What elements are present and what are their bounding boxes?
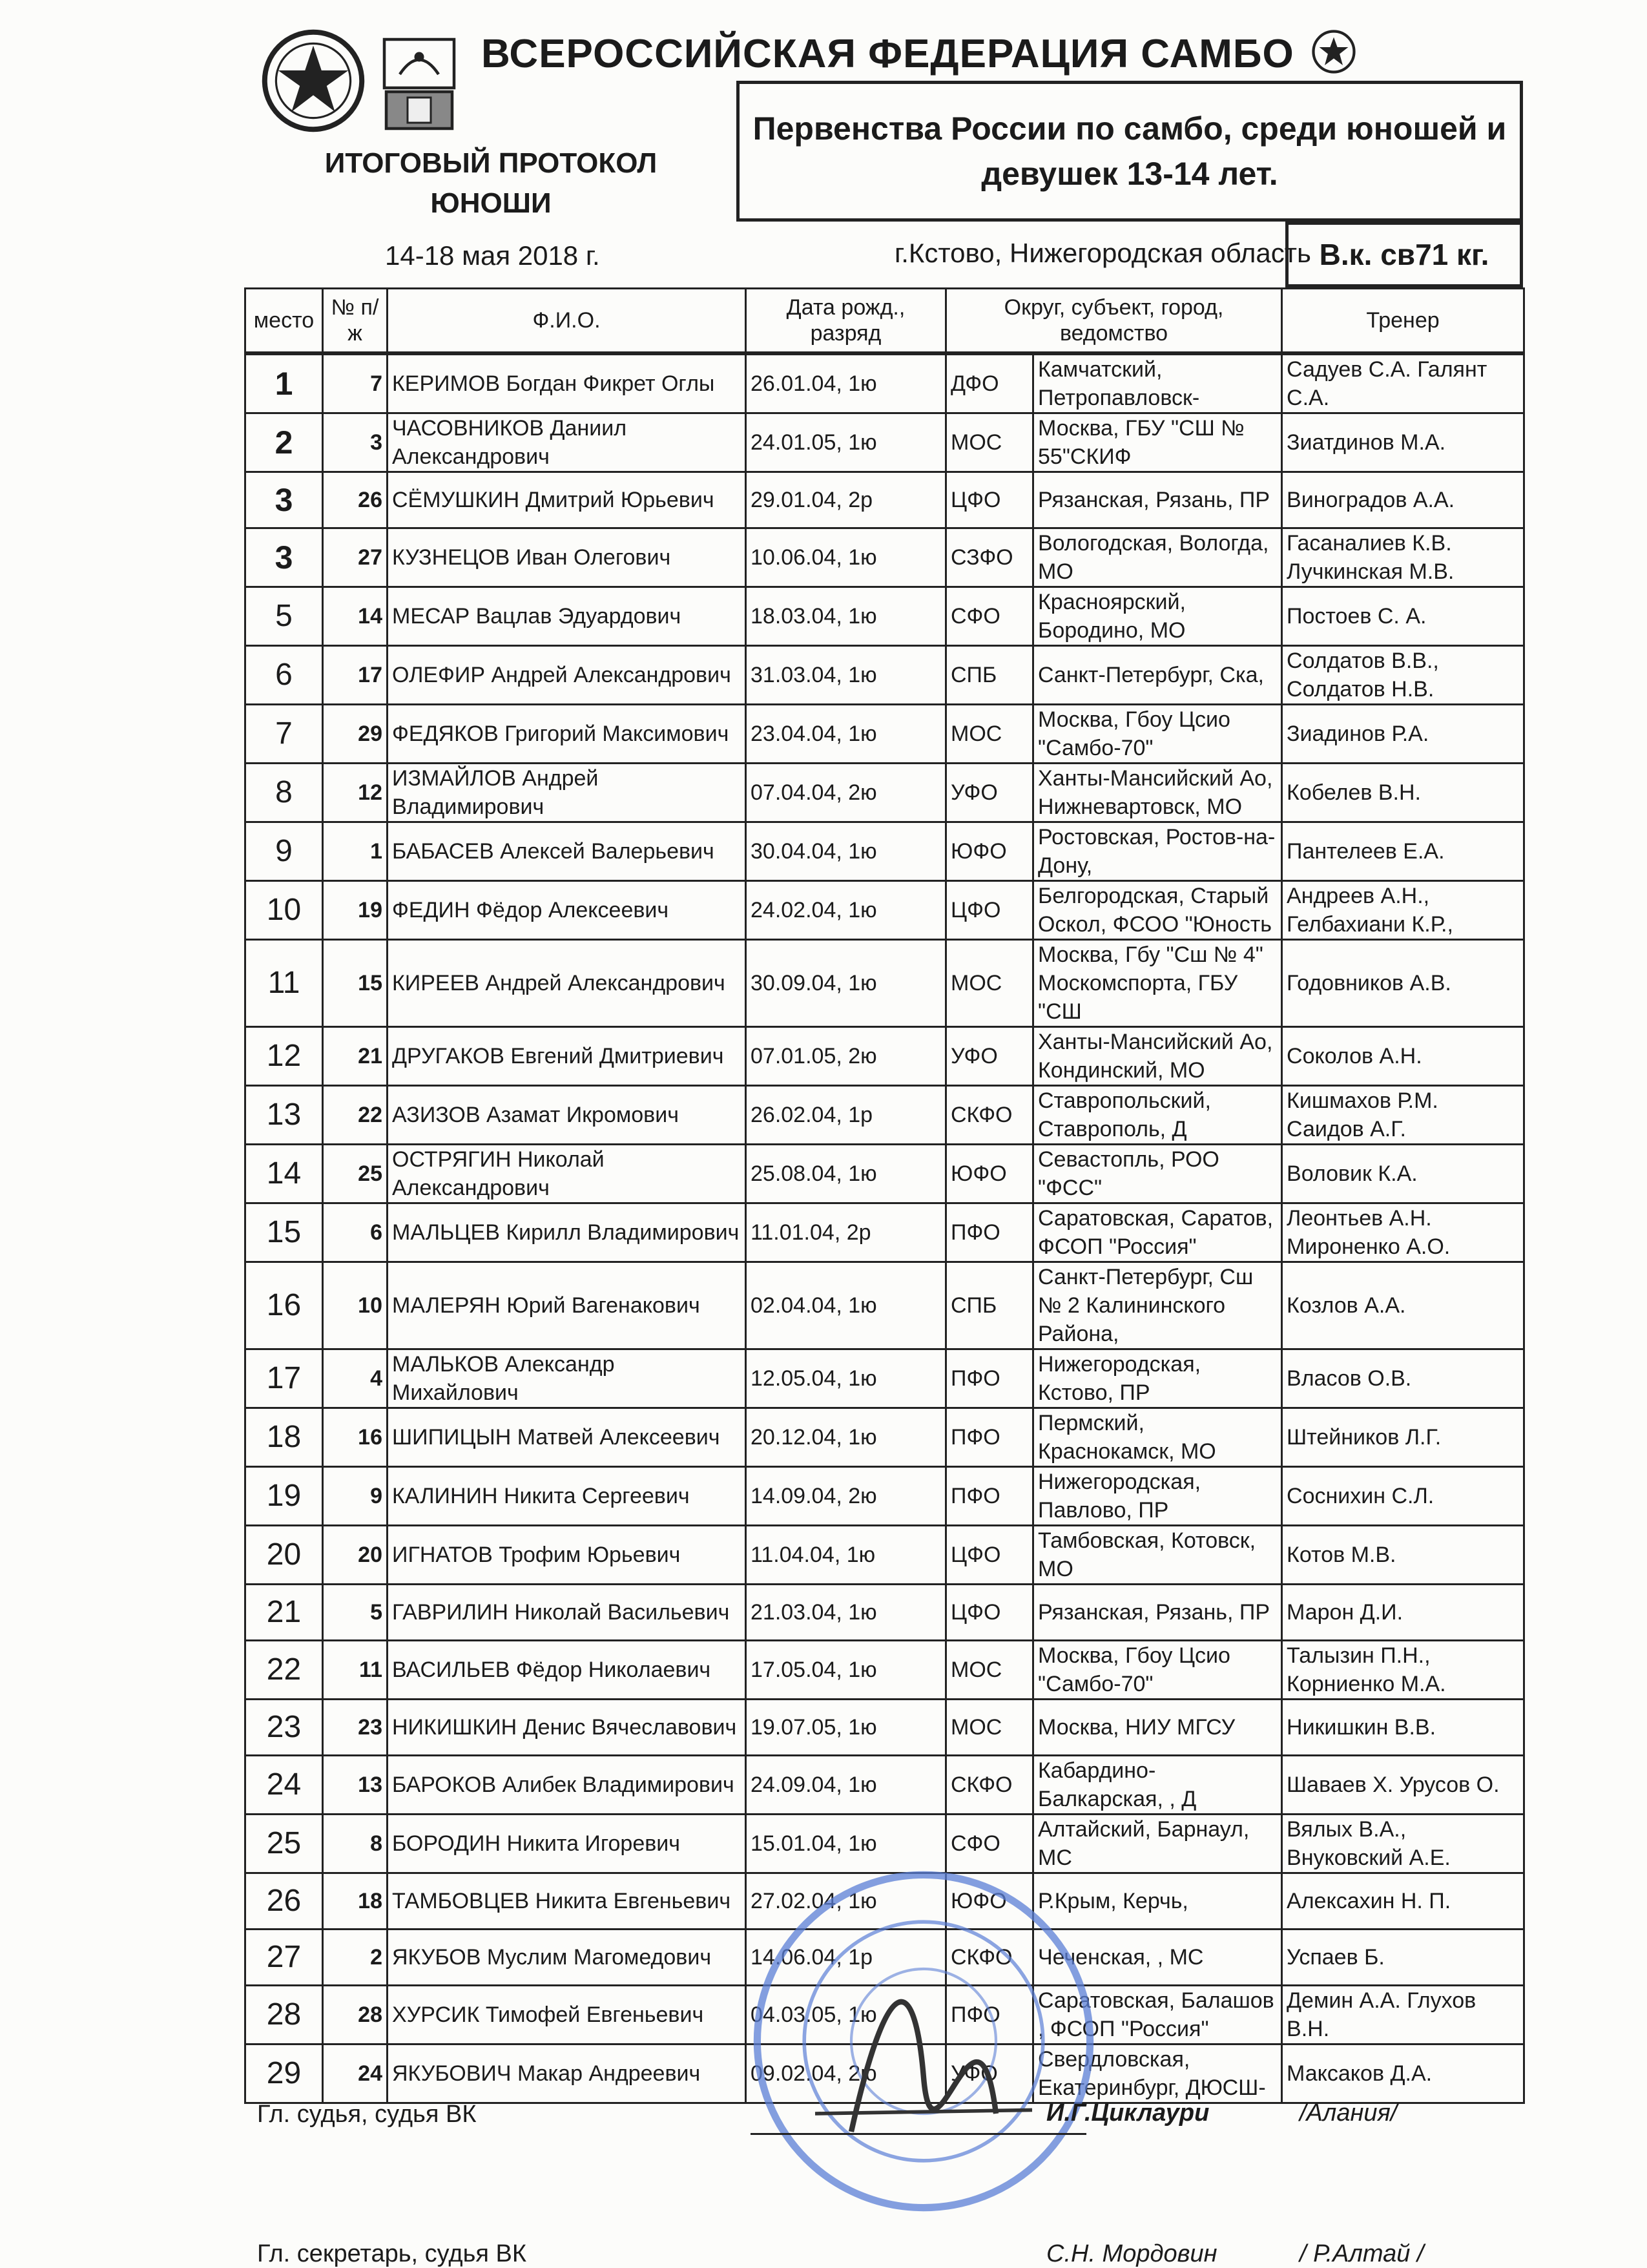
cell-district: ЦФО (946, 472, 1033, 528)
protocol-line1: ИТОГОВЫЙ ПРОТОКОЛ (324, 147, 658, 179)
cell-name: МАЛЬЦЕВ Кирилл Владимирович (388, 1203, 746, 1262)
cell-number: 6 (323, 1203, 388, 1262)
cell-coach: Власов О.В. (1282, 1349, 1524, 1408)
cell-coach: Воловик К.А. (1282, 1145, 1524, 1203)
secretary-name: С.Н. Мордовин (1046, 2240, 1217, 2267)
table-row (245, 705, 1524, 764)
table-row (245, 413, 1524, 472)
cell-region: Ставропольский, Ставрополь, Д (1033, 1086, 1282, 1145)
cell-place: 11 (245, 940, 323, 1027)
col-region: Округ, субъект, город, ведомство (946, 289, 1282, 354)
table-row (245, 1145, 1524, 1203)
cell-coach: Вялых В.А., Внуковский А.Е. (1282, 1815, 1524, 1873)
cell-coach: Андреев А.Н., Гелбахиани К.Р., (1282, 881, 1524, 940)
cell-coach: Садуев С.А. Галянт С.А. (1282, 353, 1524, 413)
cell-region: Белгородская, Старый Оскол, ФСОО "Юность (1033, 881, 1282, 940)
cell-birth: 09.02.04, 2ю (746, 2044, 946, 2103)
cell-region: Камчатский, Петропавловск- (1033, 353, 1282, 413)
cell-district: СПБ (946, 646, 1033, 705)
col-place: место (245, 289, 323, 354)
cell-number: 26 (323, 472, 388, 528)
cell-region: Саратовская, Балашов , ФСОП "Россия" (1033, 1986, 1282, 2044)
cell-name: ФЕДЯКОВ Григорий Максимович (388, 705, 746, 764)
cell-birth: 11.01.04, 2р (746, 1203, 946, 1262)
cell-district: ЮФО (946, 822, 1033, 881)
cell-number: 14 (323, 587, 388, 646)
cell-district: ПФО (946, 1408, 1033, 1467)
cell-name: ГАВРИЛИН Николай Васильевич (388, 1585, 746, 1641)
judge-label: Гл. судья, судья ВК (257, 2101, 477, 2128)
table-row (245, 940, 1524, 1027)
table-row (245, 1408, 1524, 1467)
cell-name: БАРОКОВ Алибек Владимирович (388, 1756, 746, 1815)
col-birth: Дата рожд., разряд (746, 289, 946, 354)
cell-coach: Постоев С. А. (1282, 587, 1524, 646)
cell-place: 2 (245, 413, 323, 472)
cell-name: ОЛЕФИР Андрей Александрович (388, 646, 746, 705)
cell-region: Ханты-Мансийский Ао, Нижневартовск, МО (1033, 764, 1282, 822)
cell-birth: 20.12.04, 1ю (746, 1408, 946, 1467)
cell-coach: Кишмахов Р.М. Саидов А.Г. (1282, 1086, 1524, 1145)
cell-place: 8 (245, 764, 323, 822)
cell-place: 22 (245, 1641, 323, 1700)
table-header-row (245, 289, 1524, 354)
cell-coach: Пантелеев Е.А. (1282, 822, 1524, 881)
cell-district: СФО (946, 587, 1033, 646)
cell-district: СФО (946, 1815, 1033, 1873)
cell-name: БАБАСЕВ Алексей Валерьевич (388, 822, 746, 881)
table-row (245, 472, 1524, 528)
cell-name: КЕРИМОВ Богдан Фикрет Оглы (388, 353, 746, 413)
cell-number: 25 (323, 1145, 388, 1203)
cell-place: 9 (245, 822, 323, 881)
weight-category: В.к. св71 кг. (1285, 222, 1523, 287)
cell-name: ЧАСОВНИКОВ Даниил Александрович (388, 413, 746, 472)
cell-birth: 19.07.05, 1ю (746, 1700, 946, 1756)
cell-district: УФО (946, 764, 1033, 822)
cell-name: МАЛЬКОВ Александр Михайлович (388, 1349, 746, 1408)
cell-coach: Демин А.А. Глухов В.Н. (1282, 1986, 1524, 2044)
col-coach: Тренер (1282, 289, 1524, 354)
cell-number: 9 (323, 1467, 388, 1526)
cell-coach: Шаваев Х. Урусов О. (1282, 1756, 1524, 1815)
cell-birth: 18.03.04, 1ю (746, 587, 946, 646)
cell-number: 1 (323, 822, 388, 881)
cell-name: КУЗНЕЦОВ Иван Олегович (388, 528, 746, 587)
cell-place: 13 (245, 1086, 323, 1145)
judge-region: /Алания/ (1300, 2099, 1398, 2127)
cell-coach: Зиатдинов М.А. (1282, 413, 1524, 472)
cell-birth: 26.01.04, 1ю (746, 353, 946, 413)
cell-region: Алтайский, Барнаул, МС (1033, 1815, 1282, 1873)
cell-coach: Соколов А.Н. (1282, 1027, 1524, 1086)
cell-birth: 31.03.04, 1ю (746, 646, 946, 705)
cell-birth: 25.08.04, 1ю (746, 1145, 946, 1203)
cell-name: МЕСАР Вацлав Эдуардович (388, 587, 746, 646)
protocol-line2: ЮНОШИ (430, 187, 552, 219)
table-row (245, 646, 1524, 705)
judge-name: И.Г.Циклаури (1046, 2099, 1210, 2127)
championship-line2: девушек 13-14 лет. (981, 156, 1278, 192)
cell-district: УФО (946, 1027, 1033, 1086)
cell-name: ХУРСИК Тимофей Евгеньевич (388, 1986, 746, 2044)
cell-birth: 10.06.04, 1ю (746, 528, 946, 587)
cell-coach: Соснихин С.Л. (1282, 1467, 1524, 1526)
cell-district: СКФО (946, 1930, 1033, 1986)
cell-district: МОС (946, 940, 1033, 1027)
cell-place: 23 (245, 1700, 323, 1756)
cell-coach: Виноградов А.А. (1282, 472, 1524, 528)
cell-district: ДФО (946, 353, 1033, 413)
col-number: № п/ж (323, 289, 388, 354)
cell-name: ИГНАТОВ Трофим Юрьевич (388, 1526, 746, 1585)
cell-district: ПФО (946, 1986, 1033, 2044)
cell-region: Санкт-Петербург, Ска, (1033, 646, 1282, 705)
cell-number: 20 (323, 1526, 388, 1585)
cell-place: 24 (245, 1756, 323, 1815)
cell-coach: Леонтьев А.Н. Мироненко А.О. (1282, 1203, 1524, 1262)
table-row (245, 353, 1524, 413)
cell-birth: 21.03.04, 1ю (746, 1585, 946, 1641)
cell-place: 3 (245, 528, 323, 587)
cell-region: Нижегородская, Павлово, ПР (1033, 1467, 1282, 1526)
cell-district: УФО (946, 2044, 1033, 2103)
cell-birth: 12.05.04, 1ю (746, 1349, 946, 1408)
cell-number: 18 (323, 1873, 388, 1930)
cell-name: АЗИЗОВ Азамат Икромович (388, 1086, 746, 1145)
cell-number: 4 (323, 1349, 388, 1408)
cell-name: ШИПИЦЫН Матвей Алексеевич (388, 1408, 746, 1467)
cell-birth: 07.01.05, 2ю (746, 1027, 946, 1086)
cell-number: 22 (323, 1086, 388, 1145)
cell-region: Тамбовская, Котовск, МО (1033, 1526, 1282, 1585)
cell-number: 24 (323, 2044, 388, 2103)
cell-region: Рязанская, Рязань, ПР (1033, 1585, 1282, 1641)
cell-place: 16 (245, 1262, 323, 1349)
cell-place: 14 (245, 1145, 323, 1203)
table-row (245, 587, 1524, 646)
cell-region: Нижегородская, Кстово, ПР (1033, 1349, 1282, 1408)
cell-region: Рязанская, Рязань, ПР (1033, 472, 1282, 528)
championship-box (736, 81, 1523, 222)
cell-place: 7 (245, 705, 323, 764)
cell-coach: Штейников Л.Г. (1282, 1408, 1524, 1467)
cell-district: МОС (946, 1641, 1033, 1700)
cell-place: 5 (245, 587, 323, 646)
cell-region: Москва, НИУ МГСУ (1033, 1700, 1282, 1756)
cell-district: МОС (946, 413, 1033, 472)
cell-name: СЁМУШКИН Дмитрий Юрьевич (388, 472, 746, 528)
table-row (245, 1641, 1524, 1700)
cell-number: 2 (323, 1930, 388, 1986)
cell-birth: 07.04.04, 2ю (746, 764, 946, 822)
cell-birth: 02.04.04, 1ю (746, 1262, 946, 1349)
table-row (245, 881, 1524, 940)
cell-number: 12 (323, 764, 388, 822)
cell-district: ЮФО (946, 1145, 1033, 1203)
table-row (245, 528, 1524, 587)
event-date: 14-18 мая 2018 г. (385, 240, 600, 271)
cell-district: СКФО (946, 1086, 1033, 1145)
cell-region: Ханты-Мансийский Ао, Кондинский, МО (1033, 1027, 1282, 1086)
cell-name: БОРОДИН Никита Игоревич (388, 1815, 746, 1873)
cell-region: Саратовская, Саратов, ФСОП "Россия" (1033, 1203, 1282, 1262)
cell-district: ПФО (946, 1203, 1033, 1262)
cell-district: СКФО (946, 1756, 1033, 1815)
cell-name: НИКИШКИН Денис Вячеславович (388, 1700, 746, 1756)
judge-signature-line (751, 2133, 1086, 2135)
federation-title: ВСЕРОССИЙСКАЯ ФЕДЕРАЦИЯ САМБО (481, 32, 1294, 76)
cell-place: 21 (245, 1585, 323, 1641)
cell-region: Москва, ГБУ "СШ № 55"СКИФ (1033, 413, 1282, 472)
cell-region: Москва, Гбоу Цсио "Самбо-70" (1033, 705, 1282, 764)
cell-district: ПФО (946, 1467, 1033, 1526)
cell-birth: 04.03.05, 1ю (746, 1986, 946, 2044)
cell-region: Санкт-Петербург, Сш № 2 Калининского Района, (1033, 1262, 1282, 1349)
cell-coach: Успаев Б. (1282, 1930, 1524, 1986)
cell-number: 7 (323, 353, 388, 413)
cell-birth: 30.04.04, 1ю (746, 822, 946, 881)
cell-birth: 17.05.04, 1ю (746, 1641, 946, 1700)
cell-coach: Котов М.В. (1282, 1526, 1524, 1585)
cell-coach: Гасаналиев К.В. Лучкинская М.В. (1282, 528, 1524, 587)
cell-place: 12 (245, 1027, 323, 1086)
cell-name: ФЕДИН Фёдор Алексеевич (388, 881, 746, 940)
table-row (245, 1526, 1524, 1585)
cell-name: КАЛИНИН Никита Сергеевич (388, 1467, 746, 1526)
cell-coach: Зиадинов Р.А. (1282, 705, 1524, 764)
coat-of-arms-icon (380, 36, 459, 132)
cell-region: Чеченская, , МС (1033, 1930, 1282, 1986)
cell-birth: 15.01.04, 1ю (746, 1815, 946, 1873)
cell-birth: 14.06.04, 1р (746, 1930, 946, 1986)
table-row (245, 1700, 1524, 1756)
cell-number: 19 (323, 881, 388, 940)
cell-region: Кабардино-Балкарская, , Д (1033, 1756, 1282, 1815)
cell-number: 11 (323, 1641, 388, 1700)
cell-coach: Кобелев В.Н. (1282, 764, 1524, 822)
table-row (245, 1262, 1524, 1349)
cell-number: 28 (323, 1986, 388, 2044)
cell-name: КИРЕЕВ Андрей Александрович (388, 940, 746, 1027)
cell-number: 16 (323, 1408, 388, 1467)
cell-coach: Максаков Д.А. (1282, 2044, 1524, 2103)
cell-birth: 24.01.05, 1ю (746, 413, 946, 472)
championship-line1: Первенства России по самбо, среди юношей и (752, 110, 1507, 147)
cell-coach: Марон Д.И. (1282, 1585, 1524, 1641)
cell-place: 28 (245, 1986, 323, 2044)
cell-coach: Алексахин Н. П. (1282, 1873, 1524, 1930)
cell-region: Москва, Гбу "Сш № 4" Москомспорта, ГБУ "СШ (1033, 940, 1282, 1027)
cell-number: 21 (323, 1027, 388, 1086)
cell-number: 5 (323, 1585, 388, 1641)
cell-birth: 11.04.04, 1ю (746, 1526, 946, 1585)
cell-name: ЯКУБОВ Муслим Магомедович (388, 1930, 746, 1986)
cell-birth: 23.04.04, 1ю (746, 705, 946, 764)
cell-place: 25 (245, 1815, 323, 1873)
cell-birth: 27.02.04, 1ю (746, 1873, 946, 1930)
results-table (244, 287, 1525, 2104)
cell-birth: 26.02.04, 1р (746, 1086, 946, 1145)
cell-place: 20 (245, 1526, 323, 1585)
col-name: Ф.И.О. (388, 289, 746, 354)
cell-number: 29 (323, 705, 388, 764)
cell-place: 27 (245, 1930, 323, 1986)
cell-birth: 24.09.04, 1ю (746, 1756, 946, 1815)
cell-region: Москва, Гбоу Цсио "Самбо-70" (1033, 1641, 1282, 1700)
protocol-title (310, 143, 672, 224)
cell-number: 23 (323, 1700, 388, 1756)
official-stamp (743, 1860, 1104, 2222)
cell-number: 3 (323, 413, 388, 472)
table-row (245, 1086, 1524, 1145)
table-row (245, 1467, 1524, 1526)
table-row (245, 1756, 1524, 1815)
cell-name: ВАСИЛЬЕВ Фёдор Николаевич (388, 1641, 746, 1700)
cell-region: Свердловская, Екатеринбург, ДЮСШ- (1033, 2044, 1282, 2103)
cell-number: 27 (323, 528, 388, 587)
cell-district: ЦФО (946, 1585, 1033, 1641)
sambo-federation-emblem (262, 29, 365, 132)
table-row (245, 1203, 1524, 1262)
cell-place: 15 (245, 1203, 323, 1262)
cell-coach: Талызин П.Н., Корниенко М.А. (1282, 1641, 1524, 1700)
sambo-star-icon (1311, 29, 1356, 74)
cell-region: Пермский, Краснокамск, МО (1033, 1408, 1282, 1467)
cell-place: 6 (245, 646, 323, 705)
cell-number: 17 (323, 646, 388, 705)
cell-coach: Никишкин В.В. (1282, 1700, 1524, 1756)
cell-district: ЮФО (946, 1873, 1033, 1930)
cell-place: 1 (245, 353, 323, 413)
cell-birth: 29.01.04, 2р (746, 472, 946, 528)
cell-place: 29 (245, 2044, 323, 2103)
cell-district: МОС (946, 705, 1033, 764)
cell-name: МАЛЕРЯН Юрий Вагенакович (388, 1262, 746, 1349)
table-row (245, 1027, 1524, 1086)
cell-region: Красноярский, Бородино, МО (1033, 587, 1282, 646)
cell-region: Р.Крым, Керчь, (1033, 1873, 1282, 1930)
cell-district: ПФО (946, 1349, 1033, 1408)
cell-region: Вологодская, Вологда, МО (1033, 528, 1282, 587)
cell-birth: 24.02.04, 1ю (746, 881, 946, 940)
cell-number: 15 (323, 940, 388, 1027)
table-row (245, 764, 1524, 822)
cell-coach: Козлов А.А. (1282, 1262, 1524, 1349)
cell-name: ТАМБОВЦЕВ Никита Евгеньевич (388, 1873, 746, 1930)
cell-district: СЗФО (946, 528, 1033, 587)
table-row (245, 1349, 1524, 1408)
cell-birth: 14.09.04, 2ю (746, 1467, 946, 1526)
cell-number: 8 (323, 1815, 388, 1873)
cell-region: Севастопль, РОО "ФСС" (1033, 1145, 1282, 1203)
table-row (245, 1585, 1524, 1641)
cell-region: Ростовская, Ростов-на-Дону, (1033, 822, 1282, 881)
cell-place: 3 (245, 472, 323, 528)
cell-place: 19 (245, 1467, 323, 1526)
secretary-label: Гл. секретарь, судья ВК (257, 2240, 526, 2267)
cell-name: ИЗМАЙЛОВ Андрей Владимирович (388, 764, 746, 822)
cell-district: МОС (946, 1700, 1033, 1756)
table-row (245, 822, 1524, 881)
cell-place: 26 (245, 1873, 323, 1930)
cell-district: ЦФО (946, 881, 1033, 940)
cell-district: ЦФО (946, 1526, 1033, 1585)
cell-coach: Солдатов В.В., Солдатов Н.В. (1282, 646, 1524, 705)
event-city: г.Кстово, Нижегородская область (895, 238, 1311, 268)
cell-district: СПБ (946, 1262, 1033, 1349)
secretary-region: / Р.Алтай / (1300, 2240, 1424, 2267)
cell-name: ДРУГАКОВ Евгений Дмитриевич (388, 1027, 746, 1086)
cell-place: 18 (245, 1408, 323, 1467)
cell-name: ОСТРЯГИН Николай Александрович (388, 1145, 746, 1203)
cell-place: 10 (245, 881, 323, 940)
cell-birth: 30.09.04, 1ю (746, 940, 946, 1027)
cell-number: 10 (323, 1262, 388, 1349)
cell-number: 13 (323, 1756, 388, 1815)
cell-coach: Годовников А.В. (1282, 940, 1524, 1027)
cell-place: 17 (245, 1349, 323, 1408)
cell-name: ЯКУБОВИЧ Макар Андреевич (388, 2044, 746, 2103)
